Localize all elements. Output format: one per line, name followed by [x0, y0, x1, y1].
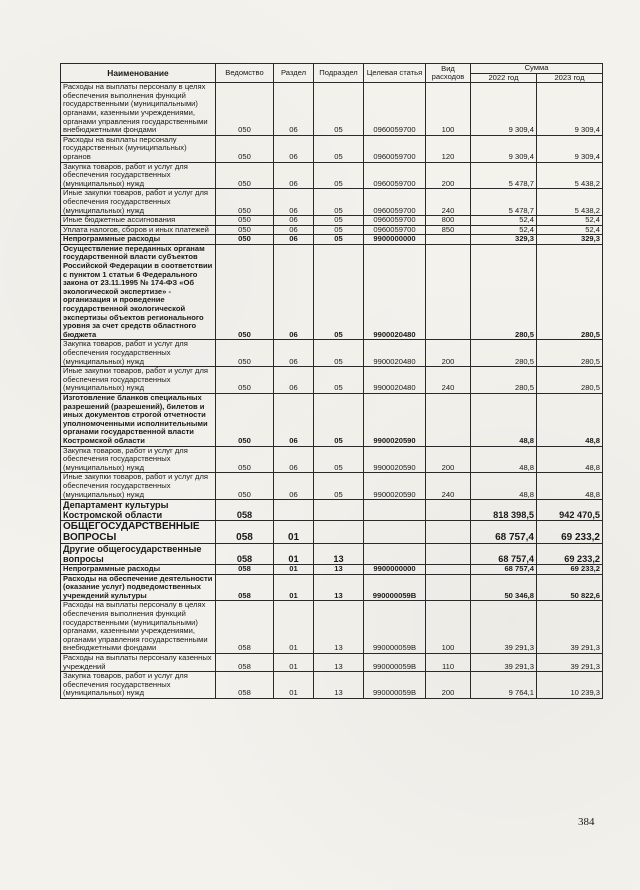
- row-sum-2023: 942 470,5: [537, 500, 603, 521]
- row-sum-2022: 9 309,4: [471, 135, 537, 162]
- row-target-article: 0960059700: [364, 225, 426, 235]
- row-name: Иные закупки товаров, работ и услуг для обеспечения государственных (муниципальных) нужд: [61, 189, 216, 216]
- row-name: Уплата налогов, сборов и иных платежей: [61, 225, 216, 235]
- row-expense-type: 240: [426, 473, 471, 500]
- row-podrazdel: 05: [314, 162, 364, 189]
- row-sum-2023: 48,8: [537, 393, 603, 446]
- row-name: Иные бюджетные ассигнования: [61, 216, 216, 226]
- row-razdel: 01: [274, 672, 314, 699]
- row-sum-2023: 69 233,2: [537, 565, 603, 575]
- row-target-article: [364, 544, 426, 565]
- row-razdel: 06: [274, 135, 314, 162]
- row-vedomstvo: 058: [216, 601, 274, 654]
- row-podrazdel: [314, 500, 364, 521]
- row-podrazdel: 05: [314, 135, 364, 162]
- row-razdel: 06: [274, 216, 314, 226]
- row-sum-2023: 5 438,2: [537, 189, 603, 216]
- table-row: [61, 367, 603, 394]
- row-sum-2022: 9 764,1: [471, 672, 537, 699]
- row-sum-2022: 5 478,7: [471, 189, 537, 216]
- header-target-article: Целевая статья: [364, 64, 426, 83]
- row-podrazdel: 13: [314, 601, 364, 654]
- row-name: Расходы на выплаты персоналу казенных учреждений: [61, 654, 216, 672]
- row-razdel: 06: [274, 235, 314, 245]
- row-name: Иные закупки товаров, работ и услуг для обеспечения государственных (муниципальных) нужд: [61, 473, 216, 500]
- row-sum-2023: 9 309,4: [537, 135, 603, 162]
- row-target-article: 990000059В: [364, 654, 426, 672]
- row-podrazdel: 13: [314, 574, 364, 601]
- row-sum-2023: 48,8: [537, 446, 603, 473]
- row-podrazdel: 05: [314, 244, 364, 340]
- budget-table: [60, 63, 603, 699]
- row-expense-type: [426, 235, 471, 245]
- row-target-article: 9900020590: [364, 393, 426, 446]
- table-row: [61, 521, 603, 544]
- row-vedomstvo: 050: [216, 189, 274, 216]
- row-razdel: 06: [274, 225, 314, 235]
- row-target-article: [364, 521, 426, 544]
- row-sum-2022: 39 291,3: [471, 601, 537, 654]
- row-name: Изготовление бланков специальных разрешений (разрешений), билетов и иных документов строгой отчетности уполномоченными исполнительными органами государственной власти Костромской области: [61, 393, 216, 446]
- header-expense-type: Вид расходов: [426, 64, 471, 83]
- row-sum-2022: 5 478,7: [471, 162, 537, 189]
- row-name: Непрограммные расходы: [61, 235, 216, 245]
- table-row: [61, 244, 603, 340]
- row-vedomstvo: 050: [216, 135, 274, 162]
- row-vedomstvo: 050: [216, 225, 274, 235]
- row-sum-2023: 52,4: [537, 225, 603, 235]
- row-target-article: 990000059В: [364, 672, 426, 699]
- row-target-article: 9900000000: [364, 565, 426, 575]
- table-row: [61, 473, 603, 500]
- row-vedomstvo: 058: [216, 521, 274, 544]
- table-row: [61, 135, 603, 162]
- row-vedomstvo: 050: [216, 446, 274, 473]
- row-podrazdel: 13: [314, 565, 364, 575]
- row-podrazdel: 05: [314, 367, 364, 394]
- row-razdel: 06: [274, 162, 314, 189]
- row-name: Расходы на выплаты персоналу в целях обеспечения выполнения функций государственными (муниципальными) органами, казенными учреждениями, органами управления государственными внебюджетными фондами: [61, 601, 216, 654]
- row-vedomstvo: 050: [216, 340, 274, 367]
- row-vedomstvo: 050: [216, 216, 274, 226]
- row-sum-2022: 280,5: [471, 244, 537, 340]
- row-sum-2023: 48,8: [537, 473, 603, 500]
- row-razdel: 01: [274, 544, 314, 565]
- table-row: [61, 601, 603, 654]
- row-sum-2022: 48,8: [471, 473, 537, 500]
- row-podrazdel: 13: [314, 672, 364, 699]
- row-target-article: 0960059700: [364, 83, 426, 136]
- row-name: Другие общегосударственные вопросы: [61, 544, 216, 565]
- row-podrazdel: 05: [314, 216, 364, 226]
- row-expense-type: 850: [426, 225, 471, 235]
- row-sum-2022: 68 757,4: [471, 544, 537, 565]
- row-sum-2022: 52,4: [471, 216, 537, 226]
- header-year-2023: 2023 год: [537, 73, 603, 83]
- table-body: [61, 83, 603, 699]
- row-expense-type: [426, 244, 471, 340]
- row-name: Закупка товаров, работ и услуг для обеспечения государственных (муниципальных) нужд: [61, 672, 216, 699]
- row-name: Закупка товаров, работ и услуг для обеспечения государственных (муниципальных) нужд: [61, 162, 216, 189]
- row-expense-type: 200: [426, 446, 471, 473]
- row-sum-2023: 280,5: [537, 340, 603, 367]
- row-target-article: 9900020480: [364, 340, 426, 367]
- row-razdel: 06: [274, 393, 314, 446]
- row-podrazdel: 05: [314, 340, 364, 367]
- row-sum-2023: 52,4: [537, 216, 603, 226]
- table-row: [61, 189, 603, 216]
- table-row: [61, 393, 603, 446]
- row-name: Закупка товаров, работ и услуг для обеспечения государственных (муниципальных) нужд: [61, 446, 216, 473]
- row-expense-type: 120: [426, 135, 471, 162]
- row-expense-type: [426, 500, 471, 521]
- row-podrazdel: 13: [314, 654, 364, 672]
- row-podrazdel: 05: [314, 189, 364, 216]
- row-target-article: 9900020480: [364, 367, 426, 394]
- row-target-article: 9900020480: [364, 244, 426, 340]
- row-target-article: [364, 500, 426, 521]
- row-razdel: 06: [274, 244, 314, 340]
- header-vedomstvo: Ведомство: [216, 64, 274, 83]
- row-sum-2022: 52,4: [471, 225, 537, 235]
- row-podrazdel: 05: [314, 235, 364, 245]
- row-razdel: 06: [274, 83, 314, 136]
- row-sum-2022: 280,5: [471, 367, 537, 394]
- row-sum-2022: 68 757,4: [471, 565, 537, 575]
- table-row: [61, 654, 603, 672]
- row-razdel: 01: [274, 654, 314, 672]
- table-row: [61, 340, 603, 367]
- table-row: [61, 544, 603, 565]
- row-podrazdel: 05: [314, 83, 364, 136]
- row-sum-2023: 69 233,2: [537, 521, 603, 544]
- row-target-article: 990000059В: [364, 574, 426, 601]
- row-razdel: 01: [274, 565, 314, 575]
- row-sum-2022: 9 309,4: [471, 83, 537, 136]
- row-sum-2022: 818 398,5: [471, 500, 537, 521]
- row-expense-type: 200: [426, 340, 471, 367]
- row-sum-2023: 39 291,3: [537, 601, 603, 654]
- row-expense-type: 200: [426, 672, 471, 699]
- row-razdel: 01: [274, 521, 314, 544]
- table-row: [61, 446, 603, 473]
- row-expense-type: [426, 565, 471, 575]
- row-name: Непрограммные расходы: [61, 565, 216, 575]
- row-sum-2023: 280,5: [537, 244, 603, 340]
- row-vedomstvo: 050: [216, 235, 274, 245]
- row-sum-2022: 39 291,3: [471, 654, 537, 672]
- row-expense-type: [426, 393, 471, 446]
- row-podrazdel: 13: [314, 544, 364, 565]
- row-target-article: 0960059700: [364, 216, 426, 226]
- row-razdel: 06: [274, 340, 314, 367]
- row-podrazdel: 05: [314, 393, 364, 446]
- row-sum-2022: 48,8: [471, 393, 537, 446]
- row-razdel: 06: [274, 473, 314, 500]
- row-name: Расходы на выплаты персоналу в целях обеспечения выполнения функций государственными (муниципальными) органами, казенными учреждениями, органами управления государственными внебюджетными фондами: [61, 83, 216, 136]
- row-target-article: 9900000000: [364, 235, 426, 245]
- table-row: [61, 83, 603, 136]
- row-sum-2023: 280,5: [537, 367, 603, 394]
- row-vedomstvo: 058: [216, 672, 274, 699]
- row-podrazdel: 05: [314, 473, 364, 500]
- row-sum-2022: 50 346,8: [471, 574, 537, 601]
- row-vedomstvo: 058: [216, 544, 274, 565]
- row-expense-type: 110: [426, 654, 471, 672]
- row-razdel: 06: [274, 367, 314, 394]
- row-vedomstvo: 050: [216, 393, 274, 446]
- header-podrazdel: Подраздел: [314, 64, 364, 83]
- table-row: [61, 162, 603, 189]
- table-row: [61, 574, 603, 601]
- row-expense-type: 100: [426, 601, 471, 654]
- row-name: Расходы на обеспечение деятельности (оказание услуг) подведомственных учреждений культуры: [61, 574, 216, 601]
- header-year-2022: 2022 год: [471, 73, 537, 83]
- row-sum-2022: 280,5: [471, 340, 537, 367]
- row-razdel: [274, 500, 314, 521]
- header-name: Наименование: [61, 64, 216, 83]
- row-target-article: 9900020590: [364, 446, 426, 473]
- row-expense-type: [426, 544, 471, 565]
- row-target-article: 0960059700: [364, 162, 426, 189]
- row-vedomstvo: 058: [216, 654, 274, 672]
- row-podrazdel: 05: [314, 225, 364, 235]
- row-vedomstvo: 050: [216, 473, 274, 500]
- row-target-article: 9900020590: [364, 473, 426, 500]
- row-target-article: 0960059700: [364, 189, 426, 216]
- table-row: [61, 500, 603, 521]
- row-vedomstvo: 050: [216, 162, 274, 189]
- row-sum-2023: 39 291,3: [537, 654, 603, 672]
- row-expense-type: [426, 574, 471, 601]
- row-expense-type: 240: [426, 189, 471, 216]
- row-expense-type: 240: [426, 367, 471, 394]
- row-sum-2023: 9 309,4: [537, 83, 603, 136]
- row-razdel: 01: [274, 601, 314, 654]
- row-vedomstvo: 050: [216, 244, 274, 340]
- table-row: [61, 225, 603, 235]
- row-expense-type: 100: [426, 83, 471, 136]
- row-sum-2023: 10 239,3: [537, 672, 603, 699]
- row-expense-type: 200: [426, 162, 471, 189]
- row-name: Осуществление переданных органам государственной власти субъектов Российской Федерации в соответствии с пунктом 1 статьи 6 Федерального закона от 23.11.1995 № 174-ФЗ «Об экологической экспертизе» - организация и проведение государственной экологической экспертизы объектов регионального уровня за счет средств областного бюджета: [61, 244, 216, 340]
- row-name: Департамент культуры Костромской области: [61, 500, 216, 521]
- row-vedomstvo: 058: [216, 574, 274, 601]
- row-vedomstvo: 058: [216, 500, 274, 521]
- row-name: Закупка товаров, работ и услуг для обеспечения государственных (муниципальных) нужд: [61, 340, 216, 367]
- row-vedomstvo: 050: [216, 83, 274, 136]
- table-row: [61, 216, 603, 226]
- header-sum: Сумма: [471, 64, 603, 74]
- row-sum-2022: 68 757,4: [471, 521, 537, 544]
- row-name: Расходы на выплаты персоналу государственных (муниципальных) органов: [61, 135, 216, 162]
- row-podrazdel: [314, 521, 364, 544]
- row-sum-2022: 48,8: [471, 446, 537, 473]
- table-row: [61, 672, 603, 699]
- row-podrazdel: 05: [314, 446, 364, 473]
- row-razdel: 01: [274, 574, 314, 601]
- row-sum-2022: 329,3: [471, 235, 537, 245]
- row-expense-type: 800: [426, 216, 471, 226]
- row-target-article: 0960059700: [364, 135, 426, 162]
- row-razdel: 06: [274, 446, 314, 473]
- table-row: [61, 565, 603, 575]
- page-number: 384: [578, 816, 595, 828]
- row-sum-2023: 50 822,6: [537, 574, 603, 601]
- row-sum-2023: 5 438,2: [537, 162, 603, 189]
- row-target-article: 990000059В: [364, 601, 426, 654]
- table-row: [61, 235, 603, 245]
- row-expense-type: [426, 521, 471, 544]
- row-vedomstvo: 058: [216, 565, 274, 575]
- row-razdel: 06: [274, 189, 314, 216]
- row-name: Иные закупки товаров, работ и услуг для обеспечения государственных (муниципальных) нужд: [61, 367, 216, 394]
- header-razdel: Раздел: [274, 64, 314, 83]
- row-sum-2023: 69 233,2: [537, 544, 603, 565]
- row-name: ОБЩЕГОСУДАРСТВЕННЫЕ ВОПРОСЫ: [61, 521, 216, 544]
- row-sum-2023: 329,3: [537, 235, 603, 245]
- row-vedomstvo: 050: [216, 367, 274, 394]
